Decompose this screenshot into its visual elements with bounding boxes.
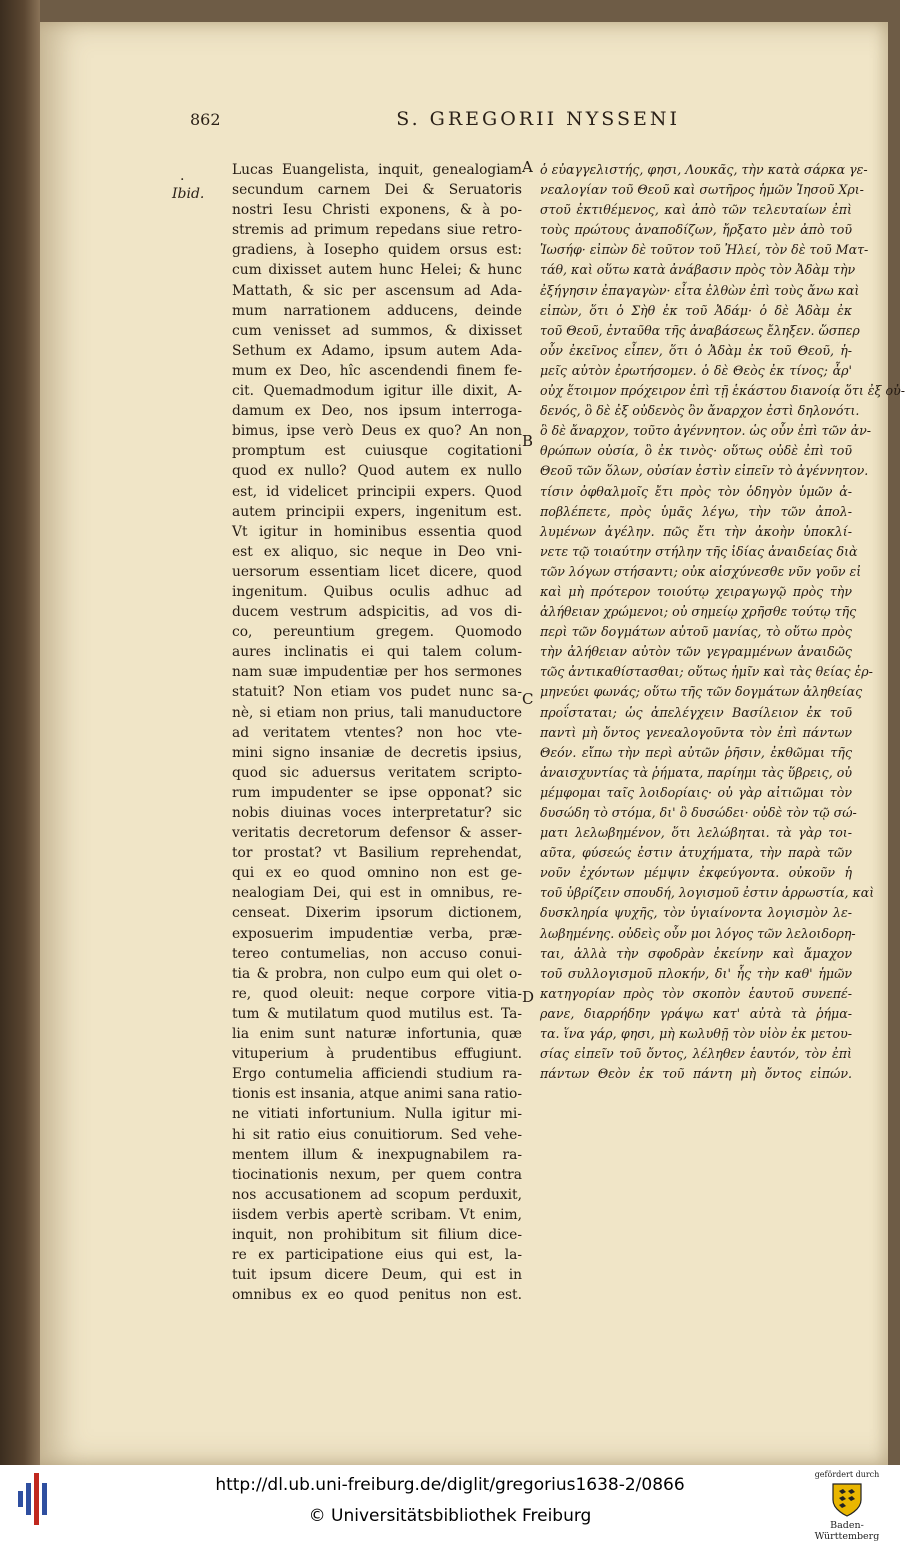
greek-text-line: μέμφομαι ταῖς λοιδορίαις· οὐ γὰρ αἰτιῶμαι τὸν — [540, 784, 852, 800]
greek-text-line: Ἰωσήφ· εἰπὼν δὲ τοῦτον τοῦ Ἠλεί, τὸν δὲ τοῦ Ματ- — [540, 242, 869, 258]
greek-text-line: ματι λελωβημένον, ὅτι λελώβηται. τὰ γὰρ τοι- — [540, 825, 852, 841]
latin-text-line: mentem illum & inexpugnabilem ra- — [232, 1146, 522, 1163]
section-mark-c: C — [522, 690, 534, 708]
greek-text-line: προΐσταται; ὡς ἀπελέγχειν Βασίλειον ἐκ τοῦ — [540, 704, 852, 720]
greek-text-line: νετε τῷ τοιαύτην στήλην τῆς ἰδίας ἀναιδείας διὰ — [540, 543, 858, 559]
latin-text-line: Vt igitur in hominibus essentia quod — [232, 523, 522, 540]
latin-text-line: tor prostat? vt Basilium reprehendat, — [232, 845, 522, 862]
page-number: 862 — [190, 110, 221, 129]
latin-text-line: re, quod oleuit: neque corpore vitia- — [232, 985, 522, 1002]
latin-text-line: cum venisset ad summos, & dixisset — [232, 322, 522, 339]
latin-text-line: omnibus ex eo quod penitus non est. — [232, 1287, 522, 1304]
greek-text-line: εἰπὼν, ὅτι ὁ Σὴθ ἐκ τοῦ Ἀδάμ· ὁ δὲ Ἀδὰμ ἐκ — [540, 302, 852, 318]
greek-text-line: νεαλογίαν τοῦ Θεοῦ καὶ σωτῆρος ἡμῶν Ἰησοῦ Χρι- — [540, 182, 864, 198]
greek-text-line: πάντων Θεὸν ἐκ τοῦ πάντη μὴ ὄντος εἰπών. — [540, 1066, 852, 1082]
latin-text-line: hi sit ratio eius conuitiorum. Sed vehe- — [232, 1126, 522, 1143]
greek-text-line: οὖν ἐκεῖνος εἶπεν, ὅτι ὁ Ἀδὰμ ἐκ τοῦ Θεοῦ, ἡ- — [540, 342, 852, 358]
latin-text-line: tereo contumelias, non accuso conui- — [232, 945, 522, 962]
viewer-footer — [0, 1465, 900, 1542]
sponsor-block — [800, 1470, 894, 1542]
greek-text-line: τα. ἵνα γάρ, φησι, μὴ κωλυθῇ τὸν υἱὸν ἐκ μετου- — [540, 1026, 852, 1042]
greek-text-line: νοῦν ἐχόντων μέμψιν ἐκφεύγοντα. οὐκοῦν ἡ — [540, 865, 852, 881]
greek-text-line: ἀλήθειαν χρώμενοι; οὐ σημείῳ χρῆσθε τούτῳ τῆς — [540, 604, 857, 620]
latin-text-line: stremis ad primum repedans siue retro- — [232, 222, 522, 239]
latin-text-line: tum & mutilatum quod mutilus est. Ta- — [232, 1005, 522, 1022]
greek-text-line: παντὶ μὴ ὄντος γενεαλογοῦντα τὸν ἐπὶ πάντων — [540, 724, 852, 740]
section-mark-b: B — [522, 432, 534, 450]
greek-text-line: ὃ δὲ ἄναρχον, τοῦτο ἀγέννητον. ὡς οὖν ἐπὶ τῶν ἀν- — [540, 423, 871, 439]
greek-column — [540, 160, 905, 1084]
margin-note: Ibid. — [172, 186, 205, 202]
section-mark-a: A — [522, 158, 533, 176]
latin-text-line: rum impudenter se ipse opponat? sic — [232, 784, 522, 801]
greek-text-line: μεῖς αὐτὸν ἐρωτήσομεν. ὁ δὲ Θεὸς ἐκ τίνος; ἆρ' — [540, 362, 852, 378]
latin-text-line: mum narrationem adducens, deinde — [232, 302, 522, 319]
greek-text-line: δυσκληρία ψυχῆς, τὸν ὑγιαίνοντα λογισμὸν λε- — [540, 905, 852, 921]
latin-text-line: ad veritatem vtentes? non hoc vte- — [232, 724, 522, 741]
latin-text-line: nealogiam Dei, qui est in omnibus, re- — [232, 885, 522, 902]
latin-text-line: cit. Quemadmodum igitur ille dixit, A- — [232, 383, 522, 400]
latin-text-line: mum ex Deo, hîc ascendendi finem fe- — [232, 362, 522, 379]
page-header — [190, 108, 680, 130]
latin-text-line: tuit ipsum dicere Deum, qui est in — [232, 1267, 522, 1284]
greek-text-line: ται, ἀλλὰ τὴν σφοδρὰν ἐκείνην καὶ ἄμαχον — [540, 945, 852, 961]
latin-text-line: tia & probra, non culpo eum qui olet o- — [232, 965, 522, 982]
latin-text-line: cum dixisset autem hunc Helei; & hunc — [232, 262, 522, 279]
running-title: S. GREGORII NYSSENI — [396, 108, 680, 130]
latin-text-line: aures inclinatis ei qui talem colum- — [232, 644, 522, 661]
latin-text-line: ne vitiati infortunium. Nulla igitur mi- — [232, 1106, 522, 1123]
latin-text-line: quod ex nullo? Quod autem ex nullo — [232, 463, 522, 480]
latin-text-line: tionis est insania, atque animi sana ratio- — [232, 1086, 522, 1103]
greek-text-line: τῶν λόγων στήσαντι; οὐκ αἰσχύνεσθε νῦν γοῦν εἰ — [540, 563, 862, 579]
greek-text-line: κατηγορίαν πρὸς τὸν σκοπὸν ἑαυτοῦ συνεπέ- — [540, 985, 852, 1001]
greek-text-line: ἀναισχυντίας τὰ ῥήματα, παρίημι τὰς ὕβρεις, οὐ — [540, 764, 852, 780]
latin-text-line: lia enim sunt naturæ infortunia, quæ — [232, 1026, 522, 1043]
latin-text-line: Lucas Euangelista, inquit, genealogiam — [232, 162, 522, 178]
latin-text-line: ingenitum. Quibus oculis adhuc ad — [232, 583, 522, 600]
greek-text-line: λυμένων ἀγέλην. πῶς ἔτι τὴν ἀκοὴν ὑποκλί- — [540, 523, 852, 539]
latin-text-line: iisdem verbis apertè scribam. Vt enim, — [232, 1206, 522, 1223]
latin-text-line: re ex participatione eius qui est, la- — [232, 1247, 522, 1264]
latin-text-line: damum ex Deo, nos ipsum interroga- — [232, 403, 522, 420]
latin-text-line: tiocinationis nexum, per quem contra — [232, 1166, 522, 1183]
latin-text-line: co, pereuntium gregem. Quomodo — [232, 624, 522, 641]
latin-text-line: exposuerim impudentiæ verba, præ- — [232, 925, 522, 942]
greek-text-line: τάθ, καὶ οὕτω κατὰ ἀνάβασιν πρὸς τὸν Ἀδὰμ τὴν — [540, 262, 856, 278]
greek-text-line: τὴν ἀλήθειαν αὐτὸν τῶν γεγραμμένων ἀναιδῶς — [540, 644, 852, 660]
latin-text-line: nè, si etiam non prius, tali manuductore — [232, 704, 522, 721]
greek-text-line: τῶς ἀντικαθίστασθαι; οὕτως ἡμῖν καὶ τὰς θείας ἑρ- — [540, 664, 873, 680]
section-mark-d: D — [522, 988, 535, 1006]
latin-text-line: nobis diuinas voces interpretatur? sic — [232, 805, 522, 821]
latin-text-line: Ergo contumelia afficiendi studium ra- — [232, 1066, 522, 1083]
greek-text-line: τοὺς πρώτους ἀναποδίζων, ἤρξατο μὲν ἀπὸ τοῦ — [540, 222, 852, 238]
greek-text-line: αῦτα, φύσεώς ἐστιν ἀτυχήματα, τὴν παρὰ τῶν — [540, 845, 852, 861]
latin-text-line: Sethum ex Adamo, ipsum autem Ada- — [232, 342, 522, 359]
greek-text-line: ποβλέπετε, πρὸς ὑμᾶς λέγω, τὴν τῶν ἀπολ- — [540, 503, 852, 519]
latin-text-line: vituperium à prudentibus effugiunt. — [232, 1046, 522, 1063]
greek-text-line: καὶ μὴ πρότερον τοιούτῳ χειραγωγῷ πρὸς τὴν — [540, 583, 852, 599]
greek-text-line: Θεοῦ τῶν ὅλων, οὐσίαν ἐστὶν εἰπεῖν τὸ ἀγέννητον. — [540, 463, 869, 479]
greek-text-line: τίσιν ὀφθαλμοῖς ἔτι πρὸς τὸν ὁδηγὸν ὑμῶν ἀ- — [540, 483, 852, 499]
latin-text-line: est ex aliquo, sic neque in Deo vni- — [232, 543, 522, 560]
latin-column — [232, 160, 522, 1305]
latin-text-line: bimus, ipse verò Deus ex quo? An non — [232, 423, 522, 440]
greek-text-line: σίας εἰπεῖν τοῦ ὄντος, λέληθεν ἑαυτόν, τὸν ἐπὶ — [540, 1046, 852, 1062]
latin-text-line: promptum est cuiusque cogitationi — [232, 443, 522, 460]
latin-text-line: est, id videlicet principii expers. Quod — [232, 483, 522, 500]
greek-text-line: στοῦ ἐκτιθέμενος, καὶ ἀπὸ τῶν τελευταίων ἐπὶ — [540, 202, 852, 218]
latin-text-line: nostri Iesu Christi exponens, & à po- — [232, 202, 522, 219]
greek-text-line: τοῦ Θεοῦ, ἐνταῦθα τῆς ἀναβάσεως ἔληξεν. ὥσπερ — [540, 322, 860, 338]
latin-text-line: uersorum essentiam licet dicere, quod — [232, 563, 522, 580]
greek-text-line: Θεόν. εἴπω τὴν περὶ αὐτῶν ῥῆσιν, ἐκθῶμαι τῆς — [540, 744, 852, 760]
latin-text-line: censeat. Dixerim ipsorum dictionem, — [232, 905, 522, 922]
latin-text-line: Mattath, & sic per ascensum ad Ada- — [232, 282, 522, 299]
permalink-url[interactable]: http://dl.ub.uni-freiburg.de/diglit/gregorius1638-2/0866 — [215, 1475, 685, 1495]
copyright-notice: © Universitätsbibliothek Freiburg — [308, 1506, 592, 1526]
latin-text-line: ducem vestrum adspicitis, ad vos di- — [232, 604, 522, 621]
greek-text-line: τοῦ συλλογισμοῦ πλοκήν, δι' ἧς τὴν καθ' ἡμῶν — [540, 965, 852, 981]
greek-text-line: τοῦ ὑβρίζειν σπουδή, λογισμοῦ ἐστιν ἀρρωστία, καὶ — [540, 885, 875, 901]
latin-text-line: nam suæ impudentiæ per hos sermones — [232, 664, 522, 681]
greek-text-line: ὁ εὐαγγελιστής, φησι, Λουκᾶς, τὴν κατὰ σάρκα γε- — [540, 162, 868, 177]
book-spine — [0, 0, 40, 1465]
latin-text-line: gradiens, à Iosepho quidem orsus est: — [232, 242, 522, 259]
latin-text-line: autem principii expers, ingenitum est. — [232, 503, 522, 520]
greek-text-line: οὐχ ἕτοιμον πρόχειρον ἐπὶ τῇ ἑκάστου διανοίᾳ ὅτι ἐξ οὐ- — [540, 383, 905, 399]
greek-text-line: λωβημένης. οὐδεὶς οὖν μοι λόγος τῶν λελοιδορη- — [540, 925, 856, 941]
latin-text-line: secundum carnem Dei & Seruatoris — [232, 182, 522, 199]
greek-text-line: θρώπων οὐσία, ὃ ἐκ τινὸς· οὕτως οὐδὲ ἐπὶ τοῦ — [540, 443, 852, 459]
sponsor-label: gefördert durch — [814, 1470, 880, 1479]
latin-text-line: statuit? Non etiam vos pudet nunc sa- — [232, 684, 522, 701]
latin-text-line: inquit, non prohibitum sit filium dice- — [232, 1226, 522, 1243]
greek-text-line: δυσώδη τὸ στόμα, δι' ὃ δυσώδει· οὐδὲ τὸν τῷ σώ- — [540, 805, 857, 820]
margin-dot: . — [180, 168, 185, 184]
greek-text-line: ἐξήγησιν ἐπαγαγὼν· εἶτα ἐλθὼν ἐπὶ τοὺς ἄνω καὶ — [540, 282, 860, 298]
greek-text-line: δενός, ὃ δὲ ἐξ οὐδενὸς ὂν ἄναρχον ἐστὶ δηλονότι. — [540, 403, 860, 419]
sponsor-name: Baden-Württemberg — [814, 1520, 880, 1542]
latin-text-line: nos accusationem ad scopum perduxit, — [232, 1186, 522, 1203]
latin-text-line: quod sic aduersus veritatem scripto- — [232, 764, 522, 781]
greek-text-line: ρανε, διαρρήδην γράψω κατ' αὐτὰ τὰ ῥήμα- — [540, 1005, 852, 1021]
latin-text-line: qui ex eo quod omnino non est ge- — [232, 865, 522, 882]
greek-text-line: μηνεύει φωνάς; οὕτω τῆς τῶν δογμάτων ἀληθείας — [540, 684, 863, 700]
greek-text-line: περὶ τῶν δογμάτων αὐτοῦ μανίας, τὸ οὕτω πρὸς — [540, 624, 852, 640]
latin-text-line: mini signo insaniæ de decretis ipsius, — [232, 744, 522, 761]
state-crest-icon — [830, 1482, 864, 1518]
latin-text-line: veritatis decretorum defensor & asser- — [232, 825, 522, 842]
